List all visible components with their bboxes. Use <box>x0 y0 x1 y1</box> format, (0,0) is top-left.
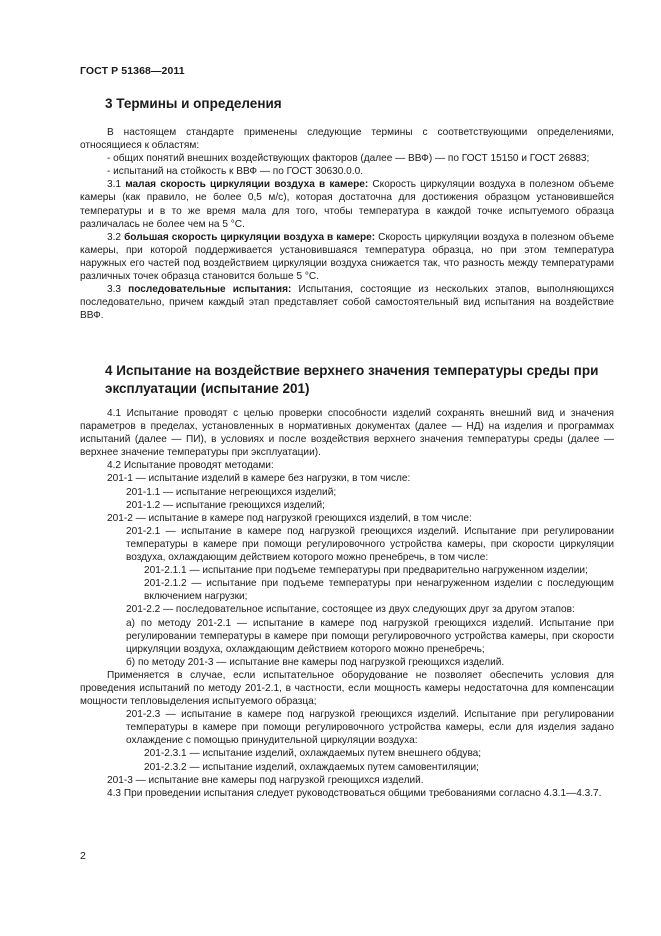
term-3-3-definition: Испытания, состоящие из нескольких этапов, выполняющихся последовательно, причем каждый этап представляет собой самостоятельный вид испытания на воздействие ВВФ. <box>80 284 614 322</box>
document-code-header: ГОСТ Р 51368—2011 <box>80 65 185 77</box>
method-201-1-2: 201-1.2 — испытание греющихся изделий; <box>126 499 325 511</box>
method-201-2-3-2: 201-2.3.2 — испытание изделий, охлаждаемых путем самовентиляции; <box>144 761 479 773</box>
method-201-2-1: 201-2.1 — испытание в камере под нагрузкой греющихся изделий. Испытание при регулировании температуры в камере при помощи регулировочного устройства камеры, при скорости циркуляции воздуха, охлаждающим действием которого можно пренебречь, в том числе: <box>126 525 614 564</box>
section-3-body <box>80 126 614 322</box>
clause-4-3: 4.3 При проведении испытания следует руководствоваться общими требованиями согласно 4.3.1—4.3.7. <box>107 787 602 799</box>
term-3-1-definition: Скорость циркуляции воздуха в полезном объеме камеры (как правило, не более 0,5 м/с), которая достаточна для достижения образцом установившейся температуры и в то же время мала для того, чтобы температура в каждой точке испытуемого образца различалась не более чем на 5 °С. <box>80 179 614 230</box>
term-3-2 <box>80 231 614 283</box>
section-4-title: 4 Испытание на воздействие верхнего значения температуры среды при эксплуатации (испытание 201) <box>105 363 599 396</box>
method-201-2-2: 201-2.2 — последовательное испытание, состоящее из двух следующих друг за другом этапов: <box>126 604 575 616</box>
method-201-2-3-1: 201-2.3.1 — испытание изделий, охлаждаемых путем внешнего обдува; <box>144 748 482 760</box>
term-3-2-number: 3.2 <box>107 231 122 243</box>
clause-4-1: 4.1 Испытание проводят с целью проверки способности изделий сохранять внешний вид и значения параметров в пределах, установленных в нормативных документах (далее — НД) на изделия и программах испытаний (далее — ПИ), в условиях и после воздействия верхнего значения температуры среды (далее — верхнее значение температуры при эксплуатации). <box>80 408 614 459</box>
method-201-2-1-1: 201-2.1.1 — испытание при подъеме температуры при предварительно нагруженном изделии; <box>144 565 588 577</box>
term-3-2-term: большая скорость циркуляции воздуха в камере: <box>124 231 376 243</box>
term-3-1 <box>80 178 614 230</box>
clause-4-2: 4.2 Испытание проводят методами: <box>107 460 274 472</box>
term-3-1-term: малая скорость циркуляции воздуха в камере: <box>125 179 369 191</box>
method-201-2-2-step-b: б) по методу 201-3 — испытание вне камеры под нагрузкой греющихся изделий. <box>126 656 505 668</box>
term-3-3 <box>80 283 614 322</box>
section-3-title: 3 Термины и определения <box>105 96 282 111</box>
method-201-1: 201-1 — испытание изделий в камере без нагрузки, в том числе: <box>107 473 411 485</box>
method-201-3: 201-3 — испытание вне камеры под нагрузкой греющихся изделий. <box>107 774 424 786</box>
term-3-3-number: 3.3 <box>107 284 122 296</box>
section-3-intro: В настоящем стандарте применены следующие термины с соответствующими определениями, относящиеся к областям: <box>80 127 614 152</box>
section-4-body <box>80 407 614 800</box>
method-201-2-3: 201-2.3 — испытание в камере под нагрузкой греющихся изделий. Испытание при регулировании температуры в камере при помощи регулировочного устройства камеры, если для изделия задано охлаждение с помощью принудительной циркуляции воздуха: <box>126 709 614 747</box>
applicability-note: Применяется в случае, если испытательное оборудование не позволяет обеспечить условия для проведения испытаний по методу 201-2.1, в частности, если мощность камеры недостаточна для компенсации мощности тепловыделения испытуемого образца; <box>80 669 614 708</box>
method-201-2: 201-2 — испытание в камере под нагрузкой греющихся изделий, в том числе: <box>107 512 472 524</box>
term-3-3-term: последовательные испытания: <box>128 284 292 296</box>
term-3-1-number: 3.1 <box>107 179 122 191</box>
method-201-2-2-step-a: а) по методу 201-2.1 — испытание в камере под нагрузкой греющихся изделий. Испытание при регулировании температуры в камере при помощи регулировочного устройства камеры, при скорости циркуляции воздуха, охлаждающим действием которого можно пренебречь; <box>126 617 614 655</box>
page-number: 2 <box>80 850 86 862</box>
method-201-2-1-2: 201-2.1.2 — испытание при подъеме температуры при ненагруженном изделии с последующим включением нагрузки; <box>144 578 614 603</box>
method-201-1-1: 201-1.1 — испытание негреющихся изделий; <box>126 486 337 498</box>
section-3-bullet-2: - испытаний на стойкость к ВВФ — по ГОСТ 30630.0.0. <box>107 166 364 178</box>
term-3-2-definition: Скорость циркуляции воздуха в полезном объеме камеры, при которой поддерживается установившаяся температура образца, но при этом температура наружных его частей под воздействием циркуляции воздуха снижается так, что разность между температурами различных точек образца становится больше 5 °С. <box>80 231 615 283</box>
section-3-bullet-1: - общих понятий внешних воздействующих факторов (далее — ВВФ) — по ГОСТ 15150 и ГОСТ 26883; <box>107 153 590 165</box>
